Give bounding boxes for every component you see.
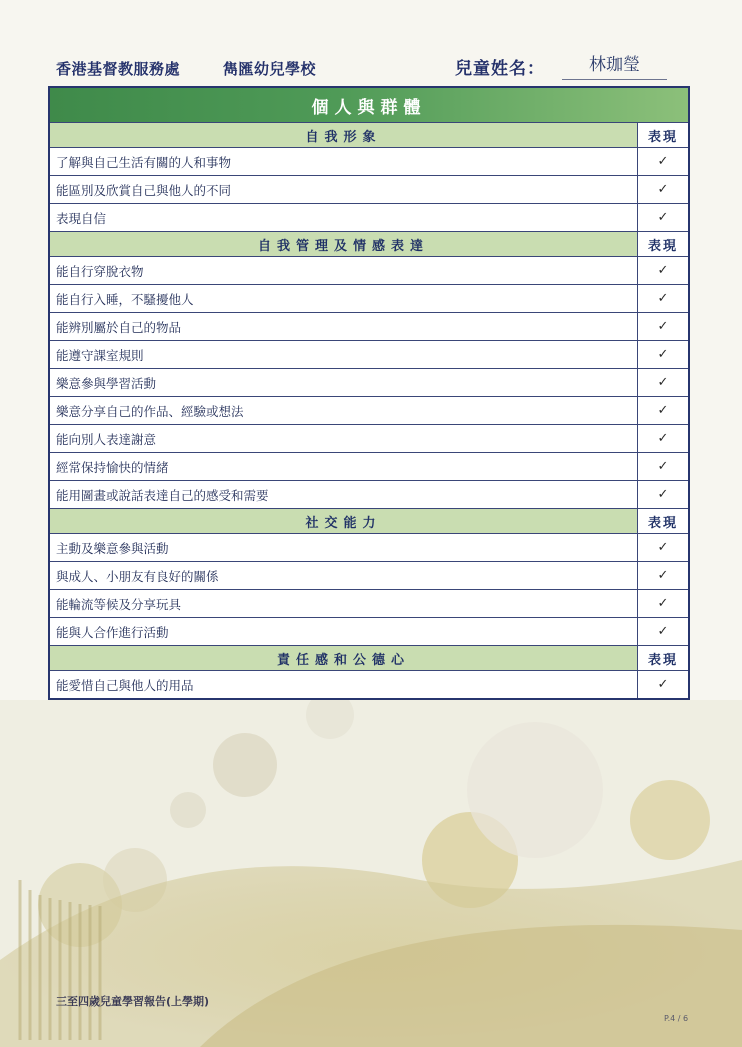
criterion-label: 樂意分享自己的作品、經驗或想法: [49, 397, 638, 425]
checkmark-icon: ✓: [638, 481, 690, 509]
criterion-label: 能區別及欣賞自己與他人的不同: [49, 176, 638, 204]
performance-column-header: 表現: [638, 646, 690, 671]
page-number: P.4 / 6: [664, 1014, 689, 1023]
checkmark-icon: ✓: [638, 257, 690, 285]
table-row: [49, 534, 689, 562]
criterion-label: 能自行穿脫衣物: [49, 257, 638, 285]
report-title: 三至四歲兒童學習報告(上學期): [56, 995, 210, 1008]
checkmark-icon: ✓: [638, 148, 690, 176]
section-title: 責任感和公德心: [49, 646, 638, 671]
page-header: [56, 52, 672, 86]
table-row: [49, 671, 689, 700]
criterion-label: 能與人合作進行活動: [49, 618, 638, 646]
section-title: 社交能力: [49, 509, 638, 534]
checkmark-icon: ✓: [638, 204, 690, 232]
table-row: [49, 285, 689, 313]
table-row: [49, 176, 689, 204]
criterion-label: 能輪流等候及分享玩具: [49, 590, 638, 618]
checkmark-icon: ✓: [638, 176, 690, 204]
checkmark-icon: ✓: [638, 285, 690, 313]
criterion-label: 了解與自己生活有關的人和事物: [49, 148, 638, 176]
checkmark-icon: ✓: [638, 425, 690, 453]
checkmark-icon: ✓: [638, 618, 690, 646]
criterion-label: 能用圖畫或說話表達自己的感受和需要: [49, 481, 638, 509]
performance-column-header: 表現: [638, 232, 690, 257]
table-row: [49, 369, 689, 397]
table-row: [49, 397, 689, 425]
table-row: [49, 148, 689, 176]
table-row: [49, 425, 689, 453]
checkmark-icon: ✓: [638, 453, 690, 481]
table-row: [49, 257, 689, 285]
criterion-label: 能自行入睡，不騷擾他人: [49, 285, 638, 313]
section-title: 自我形象: [49, 123, 638, 148]
school-name: 雋匯幼兒學校: [223, 60, 317, 78]
criterion-label: 能遵守課室規則: [49, 341, 638, 369]
criterion-label: 主動及樂意參與活動: [49, 534, 638, 562]
table-row: [49, 204, 689, 232]
section-header-row: [49, 123, 689, 148]
table-title: 個人與群體: [49, 87, 689, 123]
criterion-label: 能辨別屬於自己的物品: [49, 313, 638, 341]
table-row: [49, 341, 689, 369]
child-name-label: 兒童姓名：: [455, 59, 545, 79]
checkmark-icon: ✓: [638, 341, 690, 369]
section-header-row: [49, 646, 689, 671]
child-name-value: 林珈瑩: [562, 50, 667, 80]
checkmark-icon: ✓: [638, 590, 690, 618]
table-row: [49, 453, 689, 481]
assessment-table: [48, 86, 690, 700]
checkmark-icon: ✓: [638, 534, 690, 562]
table-row: [49, 313, 689, 341]
performance-column-header: 表現: [638, 123, 690, 148]
criterion-label: 樂意參與學習活動: [49, 369, 638, 397]
criterion-label: 能愛惜自己與他人的用品: [49, 671, 638, 700]
section-header-row: [49, 509, 689, 534]
table-title-row: [49, 87, 689, 123]
table-row: [49, 618, 689, 646]
table-row: [49, 562, 689, 590]
performance-column-header: 表現: [638, 509, 690, 534]
checkmark-icon: ✓: [638, 369, 690, 397]
table-row: [49, 481, 689, 509]
criterion-label: 經常保持愉快的情緒: [49, 453, 638, 481]
criterion-label: 能向別人表達謝意: [49, 425, 638, 453]
organization-name: 香港基督教服務處: [56, 60, 181, 78]
criterion-label: 與成人、小朋友有良好的關係: [49, 562, 638, 590]
checkmark-icon: ✓: [638, 397, 690, 425]
section-title: 自我管理及情感表達: [49, 232, 638, 257]
criterion-label: 表現自信: [49, 204, 638, 232]
checkmark-icon: ✓: [638, 562, 690, 590]
table-row: [49, 590, 689, 618]
checkmark-icon: ✓: [638, 671, 690, 700]
section-header-row: [49, 232, 689, 257]
checkmark-icon: ✓: [638, 313, 690, 341]
